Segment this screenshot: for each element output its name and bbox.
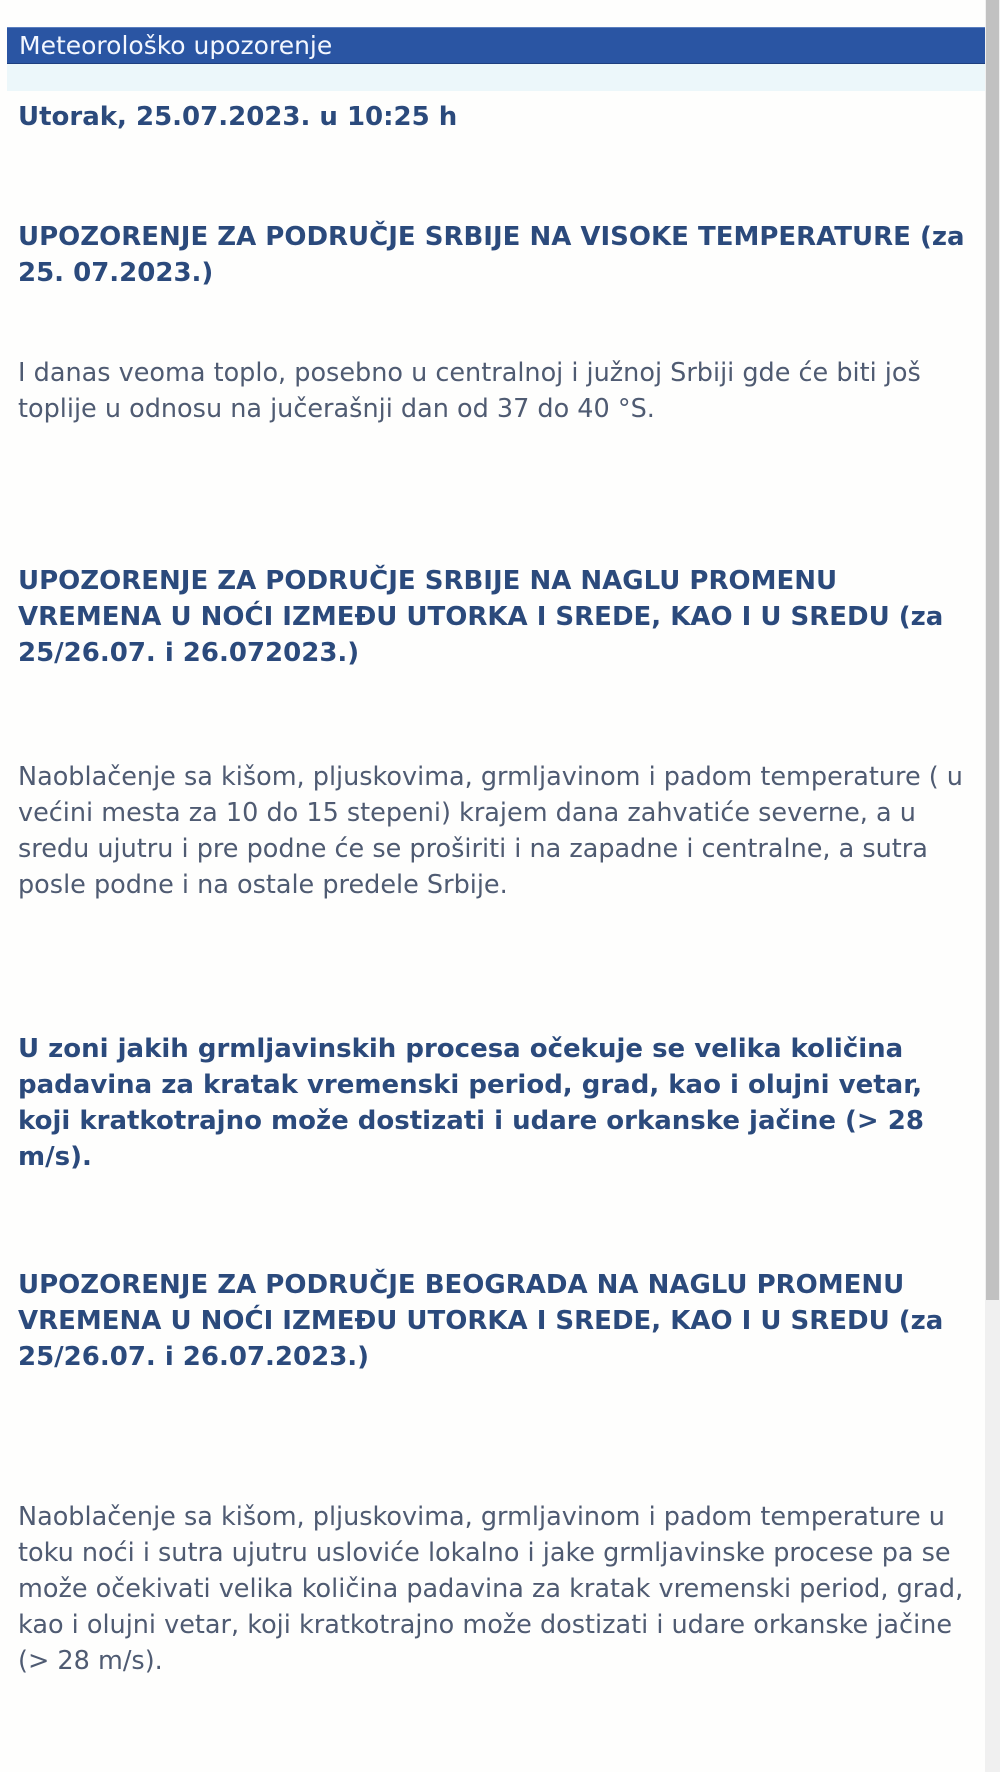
vertical-scrollbar[interactable] <box>985 0 1000 1772</box>
header-band <box>7 64 985 91</box>
section-body-belgrade-storm: Naoblačenje sa kišom, pljuskovima, grmljavinom i padom temperature u toku noći i sutra ujutru usloviće lokalno i jake grmljavinske procese pa se može očekivati velika količina padavina za kratak vremenski period, grad, kao i olujni vetar, koji kratkotrajno može dostizati i udare orkanske jačine (> 28 m/s). <box>18 1502 964 1676</box>
section-emphasis-serbia-storm: U zoni jakih grmljavinskih procesa očekuje se velika količina padavina za kratak vremenski period, grad, kao i olujni vetar, koji kratkotrajno može dostizati i udare orkanske jačine (> 28 m/s). <box>18 1034 924 1172</box>
section-heading-heat: UPOZORENJE ZA PODRUČJE SRBIJE NA VISOKE TEMPERATURE (za 25. 07.2023.) <box>18 222 965 288</box>
section-body-heat: I danas veoma toplo, posebno u centralnoj i južnoj Srbiji gde će biti još toplije u odnosu na jučerašnji dan od 37 do 40 °S. <box>18 358 921 424</box>
scrollbar-thumb[interactable] <box>986 0 999 1300</box>
section-heading-serbia-storm: UPOZORENJE ZA PODRUČJE SRBIJE NA NAGLU PROMENU VREMENA U NOĆI IZMEĐU UTORKA I SREDE, KAO I U SREDU (za 25/26.07. i 26.072023.) <box>18 566 944 668</box>
section-heading-belgrade-storm: UPOZORENJE ZA PODRUČJE BEOGRADA NA NAGLU PROMENU VREMENA U NOĆI IZMEĐU UTORKA I SREDE, KAO I U SREDU (za 25/26.07. i 26.07.2023.) <box>18 1270 944 1372</box>
section-body-serbia-storm: Naoblačenje sa kišom, pljuskovima, grmljavinom i padom temperature ( u većini mesta za 10 do 15 stepeni) krajem dana zahvatiće severne, a u sredu ujutru i pre podne će se proširiti i na zapadne i centralne, a sutra posle podne i na ostale predele Srbije. <box>18 762 963 900</box>
warning-header-bar <box>7 27 985 64</box>
issued-datetime: Utorak, 25.07.2023. u 10:25 h <box>18 102 458 132</box>
header-title: Meteorološko upozorenje <box>19 31 333 60</box>
